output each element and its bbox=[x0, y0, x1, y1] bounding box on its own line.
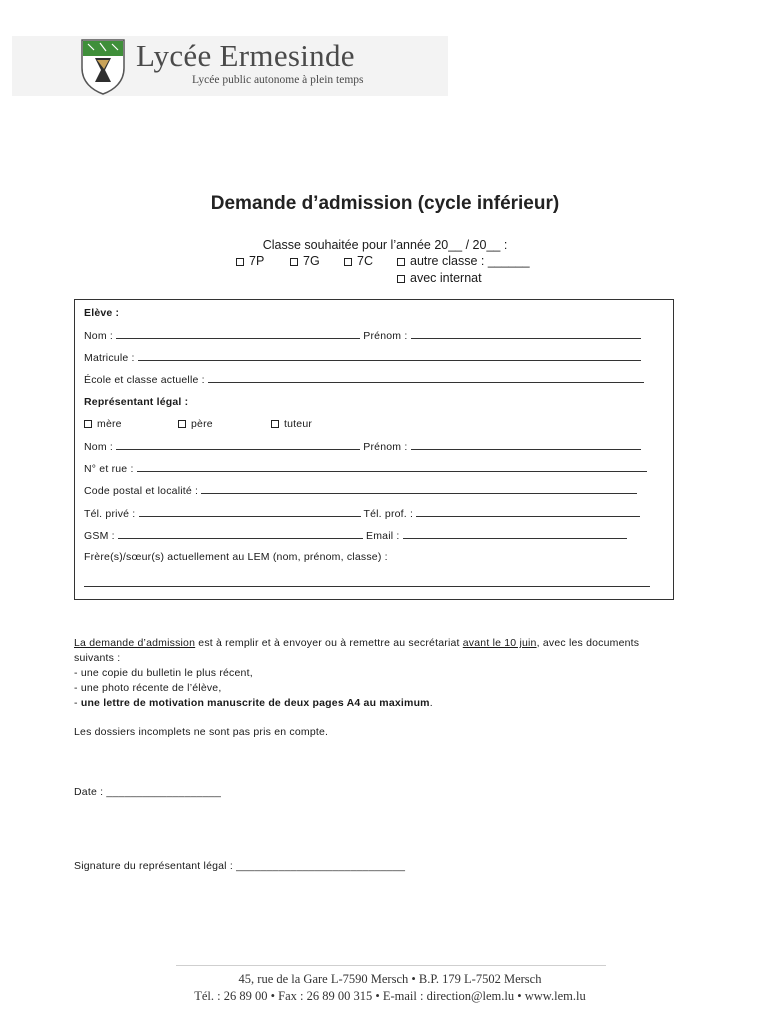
class-option-autre[interactable]: autre classe : ______ bbox=[397, 254, 530, 268]
rue-field[interactable] bbox=[137, 462, 647, 472]
eleve-heading: Elève : bbox=[84, 307, 120, 319]
class-option-7g[interactable]: 7G bbox=[290, 254, 320, 268]
school-name: Lycée Ermesinde bbox=[136, 38, 355, 73]
footer-contact: Tél. : 26 89 00 • Fax : 26 89 00 315 • E-mail : direction@lem.lu • www.lem.lu bbox=[194, 989, 586, 1003]
rep-prenom-field[interactable] bbox=[411, 440, 641, 450]
instructions-lead: La demande d’admission est à remplir et à envoyer ou à remettre au secrétariat avant le 10 juin, avec les documents bbox=[74, 637, 640, 649]
year-line: Classe souhaitée pour l’année 20__ / 20__ : bbox=[262, 238, 508, 252]
cp-row: Code postal et localité : bbox=[84, 484, 637, 497]
cp-field[interactable] bbox=[201, 484, 637, 494]
rep-option-pere[interactable]: père bbox=[178, 418, 213, 430]
ecole-row: École et classe actuelle : bbox=[84, 373, 644, 386]
signature-field[interactable]: Signature du représentant légal : ____________________________ bbox=[74, 860, 406, 872]
freres-row: Frère(s)/sœur(s) actuellement au LEM (nom, prénom, classe) : bbox=[84, 551, 388, 563]
date-field[interactable]: Date : ___________________ bbox=[74, 786, 222, 798]
email-field[interactable] bbox=[403, 529, 627, 539]
document-item-2: - une photo récente de l’élève, bbox=[74, 682, 222, 694]
internat-option[interactable]: avec internat bbox=[397, 271, 482, 285]
checkbox-icon[interactable] bbox=[84, 420, 92, 428]
document-item-3: - une lettre de motivation manuscrite de deux pages A4 au maximum. bbox=[74, 697, 433, 709]
school-crest-icon bbox=[80, 38, 126, 96]
tel-prive-field[interactable] bbox=[139, 507, 361, 517]
gsm-field[interactable] bbox=[118, 529, 363, 539]
ecole-field[interactable] bbox=[208, 373, 644, 383]
checkbox-icon[interactable] bbox=[236, 258, 244, 266]
tel-prof-field[interactable] bbox=[416, 507, 640, 517]
page-title: Demande d’admission (cycle inférieur) bbox=[210, 193, 560, 214]
rep-option-mere[interactable]: mère bbox=[84, 418, 122, 430]
checkbox-icon[interactable] bbox=[397, 258, 405, 266]
document-item-1: - une copie du bulletin le plus récent, bbox=[74, 667, 253, 679]
matricule-row: Matricule : bbox=[84, 351, 641, 364]
checkbox-icon[interactable] bbox=[178, 420, 186, 428]
representant-heading: Représentant légal : bbox=[84, 396, 189, 408]
checkbox-icon[interactable] bbox=[290, 258, 298, 266]
eleve-prenom-field[interactable] bbox=[411, 329, 641, 339]
gsm-row: GSM : Email : bbox=[84, 529, 627, 542]
checkbox-icon[interactable] bbox=[271, 420, 279, 428]
freres-field[interactable] bbox=[84, 586, 650, 587]
eleve-nom-field[interactable] bbox=[116, 329, 360, 339]
incomplete-note: Les dossiers incomplets ne sont pas pris en compte. bbox=[74, 726, 329, 738]
school-tagline: Lycée public autonome à plein temps bbox=[192, 74, 364, 86]
rep-nom-field[interactable] bbox=[116, 440, 360, 450]
checkbox-icon[interactable] bbox=[344, 258, 352, 266]
footer-divider bbox=[176, 965, 606, 966]
matricule-field[interactable] bbox=[138, 351, 641, 361]
rep-nom-row: Nom : Prénom : bbox=[84, 440, 641, 453]
rep-option-tuteur[interactable]: tuteur bbox=[271, 418, 312, 430]
class-option-7c[interactable]: 7C bbox=[344, 254, 373, 268]
checkbox-icon[interactable] bbox=[397, 275, 405, 283]
footer-address: 45, rue de la Gare L-7590 Mersch • B.P. 179 L-7502 Mersch bbox=[238, 972, 542, 986]
class-option-7p[interactable]: 7P bbox=[236, 254, 264, 268]
tel-row: Tél. privé : Tél. prof. : bbox=[84, 507, 640, 520]
rue-row: N° et rue : bbox=[84, 462, 647, 475]
instructions-lead-2: suivants : bbox=[74, 652, 121, 664]
eleve-nom-row: Nom : Prénom : bbox=[84, 329, 641, 342]
